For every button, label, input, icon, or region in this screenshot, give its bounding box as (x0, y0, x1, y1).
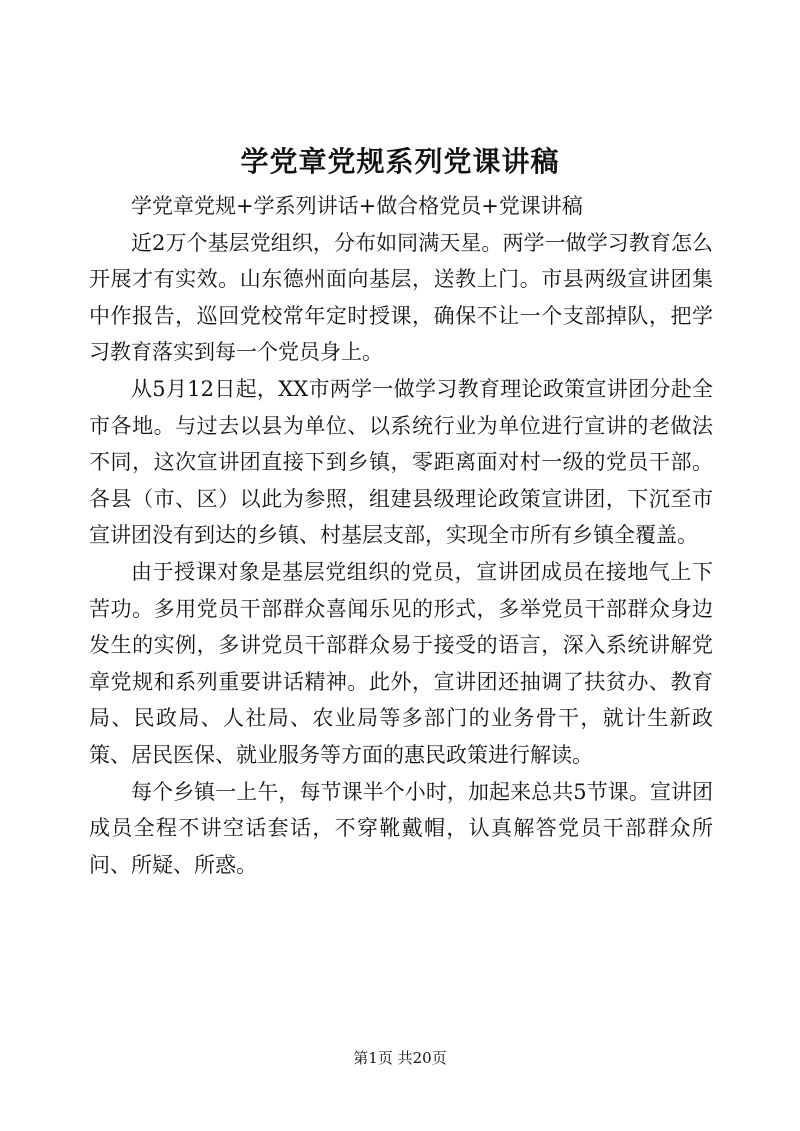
body-paragraph-2: 从5月12日起，XX市两学一做学习教育理论政策宣讲团分赴全市各地。与过去以县为单位、以系统行业为单位进行宣讲的老做法不同，这次宣讲团直接下到乡镇，零距离面对村一级的党员干部。各县（市、区）以此为参照，组建县级理论政策宣讲团，下沉至市宣讲团没有到达的乡镇、村基层支部，实现全市所有乡镇全覆盖。 (89, 376, 713, 548)
body-paragraph-4: 每个乡镇一上午，每节课半个小时，加起来总共5节课。宣讲团成员全程不讲空话套话，不穿靴戴帽，认真解答党员干部群众所问、所疑、所惑。 (89, 779, 713, 877)
body-paragraph-1: 近2万个基层党组织，分布如同满天星。两学一做学习教育怎么开展才有实效。山东德州面向基层，送教上门。市县两级宣讲团集中作报告，巡回党校常年定时授课，确保不让一个支部掉队，把学习教育落实到每一个党员身上。 (89, 230, 713, 365)
document-body (89, 188, 713, 883)
body-paragraph-3: 由于授课对象是基层党组织的党员，宣讲团成员在接地气上下苦功。多用党员干部群众喜闻乐见的形式，多举党员干部群众身边发生的实例，多讲党员干部群众易于接受的语言，深入系统讲解党章党规和系列重要讲话精神。此外，宣讲团还抽调了扶贫办、教育局、民政局、人社局、农业局等多部门的业务骨干，就计生新政策、居民医保、就业服务等方面的惠民政策进行解读。 (89, 559, 713, 767)
document-title: 学党章党规系列党课讲稿 (240, 145, 560, 178)
document-subtitle-paragraph: 学党章党规+学系列讲话+做合格党员+党课讲稿 (131, 194, 583, 218)
page-number-footer: 第1页 共20页 (353, 1049, 447, 1067)
